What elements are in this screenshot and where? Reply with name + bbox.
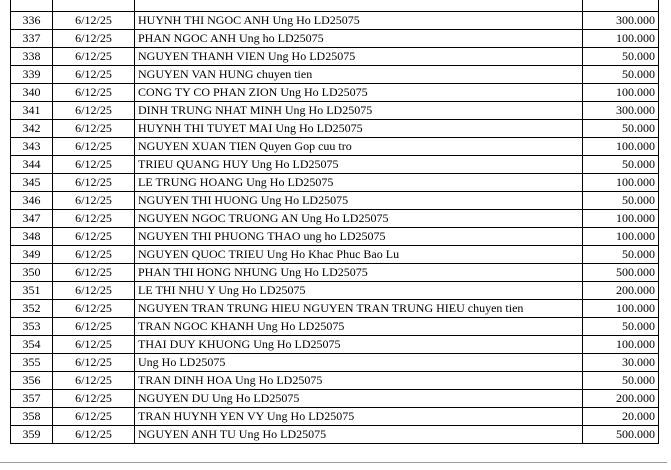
- row-date: 6/12/25: [53, 300, 135, 318]
- row-number: 348: [11, 228, 53, 246]
- row-number: 340: [11, 84, 53, 102]
- row-date: 6/12/25: [53, 246, 135, 264]
- row-description: NGUYEN TRAN TRUNG HIEU NGUYEN TRAN TRUNG HIEU chuyen tien: [135, 300, 583, 318]
- row-date: 6/12/25: [53, 210, 135, 228]
- row-number: 349: [11, 246, 53, 264]
- row-number: 356: [11, 372, 53, 390]
- row-description: DINH TRUNG NHAT MINH Ung Ho LD25075: [135, 102, 583, 120]
- row-number: 343: [11, 138, 53, 156]
- table-row: [11, 0, 659, 12]
- row-description: [135, 0, 583, 12]
- row-amount: 20.000: [583, 408, 659, 426]
- table-row: [11, 300, 659, 318]
- row-description: HUYNH THI NGOC ANH Ung Ho LD25075: [135, 12, 583, 30]
- table-row: [11, 192, 659, 210]
- row-amount: 100.000: [583, 228, 659, 246]
- row-description: NGUYEN NGOC TRUONG AN Ung Ho LD25075: [135, 210, 583, 228]
- table-row: [11, 390, 659, 408]
- row-amount: 50.000: [583, 156, 659, 174]
- row-date: 6/12/25: [53, 174, 135, 192]
- row-number: 339: [11, 66, 53, 84]
- row-date: 6/12/25: [53, 156, 135, 174]
- row-number: 350: [11, 264, 53, 282]
- row-description: TRAN NGOC KHANH Ung Ho LD25075: [135, 318, 583, 336]
- row-number: 354: [11, 336, 53, 354]
- table-row: [11, 84, 659, 102]
- table-row: [11, 138, 659, 156]
- row-amount: 50.000: [583, 192, 659, 210]
- row-description: CONG TY CO PHAN ZION Ung Ho LD25075: [135, 84, 583, 102]
- row-amount: 100.000: [583, 336, 659, 354]
- row-description: NGUYEN THI PHUONG THAO ung ho LD25075: [135, 228, 583, 246]
- row-date: 6/12/25: [53, 390, 135, 408]
- table-row: [11, 102, 659, 120]
- table-row: [11, 48, 659, 66]
- row-amount: 300.000: [583, 102, 659, 120]
- row-number: 336: [11, 12, 53, 30]
- row-description: PHAN THI HONG NHUNG Ung Ho LD25075: [135, 264, 583, 282]
- row-description: NGUYEN DU Ung Ho LD25075: [135, 390, 583, 408]
- row-number: [11, 0, 53, 12]
- row-number: 344: [11, 156, 53, 174]
- row-description: LE TRUNG HOANG Ung Ho LD25075: [135, 174, 583, 192]
- row-date: 6/12/25: [53, 48, 135, 66]
- row-date: 6/12/25: [53, 228, 135, 246]
- row-description: TRAN HUYNH YEN VY Ung Ho LD25075: [135, 408, 583, 426]
- row-description: NGUYEN XUAN TIEN Quyen Gop cuu tro: [135, 138, 583, 156]
- table-row: [11, 156, 659, 174]
- row-date: 6/12/25: [53, 12, 135, 30]
- donation-table: [10, 0, 659, 444]
- row-number: 359: [11, 426, 53, 444]
- row-amount: 30.000: [583, 354, 659, 372]
- row-date: 6/12/25: [53, 138, 135, 156]
- donation-table-body: [11, 0, 659, 444]
- row-date: 6/12/25: [53, 192, 135, 210]
- row-number: 345: [11, 174, 53, 192]
- row-number: 337: [11, 30, 53, 48]
- row-amount: 50.000: [583, 48, 659, 66]
- row-number: 342: [11, 120, 53, 138]
- row-amount: 100.000: [583, 138, 659, 156]
- row-number: 357: [11, 390, 53, 408]
- table-row: [11, 318, 659, 336]
- row-date: 6/12/25: [53, 84, 135, 102]
- row-description: NGUYEN QUOC TRIEU Ung Ho Khac Phuc Bao Lu: [135, 246, 583, 264]
- row-date: 6/12/25: [53, 372, 135, 390]
- row-amount: 100.000: [583, 30, 659, 48]
- table-row: [11, 282, 659, 300]
- row-description: Ung Ho LD25075: [135, 354, 583, 372]
- row-date: 6/12/25: [53, 408, 135, 426]
- row-description: NGUYEN THI HUONG Ung Ho LD25075: [135, 192, 583, 210]
- table-row: [11, 210, 659, 228]
- table-row: [11, 372, 659, 390]
- row-amount: 200.000: [583, 282, 659, 300]
- row-amount: 50.000: [583, 120, 659, 138]
- row-description: HUYNH THI TUYET MAI Ung Ho LD25075: [135, 120, 583, 138]
- table-row: [11, 246, 659, 264]
- table-row: [11, 408, 659, 426]
- table-row: [11, 426, 659, 444]
- row-description: PHAN NGOC ANH Ung ho LD25075: [135, 30, 583, 48]
- row-number: 351: [11, 282, 53, 300]
- row-number: 355: [11, 354, 53, 372]
- row-description: THAI DUY KHUONG Ung Ho LD25075: [135, 336, 583, 354]
- row-amount: 100.000: [583, 84, 659, 102]
- row-description: NGUYEN THANH VIEN Ung Ho LD25075: [135, 48, 583, 66]
- row-amount: 50.000: [583, 318, 659, 336]
- row-amount: [583, 0, 659, 12]
- row-amount: 50.000: [583, 372, 659, 390]
- row-amount: 100.000: [583, 210, 659, 228]
- page-right-edge: [667, 0, 671, 470]
- row-date: 6/12/25: [53, 318, 135, 336]
- row-number: 338: [11, 48, 53, 66]
- row-amount: 500.000: [583, 264, 659, 282]
- row-number: 341: [11, 102, 53, 120]
- row-amount: 50.000: [583, 66, 659, 84]
- table-row: [11, 336, 659, 354]
- row-date: 6/12/25: [53, 30, 135, 48]
- row-amount: 300.000: [583, 12, 659, 30]
- row-description: LE THI NHU Y Ung Ho LD25075: [135, 282, 583, 300]
- table-row: [11, 120, 659, 138]
- table-row: [11, 228, 659, 246]
- row-date: 6/12/25: [53, 102, 135, 120]
- row-date: 6/12/25: [53, 426, 135, 444]
- row-number: 353: [11, 318, 53, 336]
- table-row: [11, 66, 659, 84]
- row-amount: 100.000: [583, 300, 659, 318]
- table-row: [11, 12, 659, 30]
- row-amount: 50.000: [583, 246, 659, 264]
- row-date: 6/12/25: [53, 354, 135, 372]
- row-amount: 500.000: [583, 426, 659, 444]
- row-date: 6/12/25: [53, 66, 135, 84]
- row-description: TRAN DINH HOA Ung Ho LD25075: [135, 372, 583, 390]
- table-row: [11, 174, 659, 192]
- row-description: NGUYEN VAN HUNG chuyen tien: [135, 66, 583, 84]
- table-row: [11, 30, 659, 48]
- row-number: 358: [11, 408, 53, 426]
- row-date: 6/12/25: [53, 336, 135, 354]
- row-date: 6/12/25: [53, 264, 135, 282]
- row-description: NGUYEN ANH TU Ung Ho LD25075: [135, 426, 583, 444]
- row-amount: 100.000: [583, 174, 659, 192]
- row-number: 346: [11, 192, 53, 210]
- row-amount: 200.000: [583, 390, 659, 408]
- row-description: TRIEU QUANG HUY Ung Ho LD25075: [135, 156, 583, 174]
- row-number: 347: [11, 210, 53, 228]
- row-date: 6/12/25: [53, 282, 135, 300]
- table-row: [11, 264, 659, 282]
- row-number: 352: [11, 300, 53, 318]
- page-bottom-rule: [0, 462, 671, 463]
- row-date: [53, 0, 135, 12]
- table-row: [11, 354, 659, 372]
- row-date: 6/12/25: [53, 120, 135, 138]
